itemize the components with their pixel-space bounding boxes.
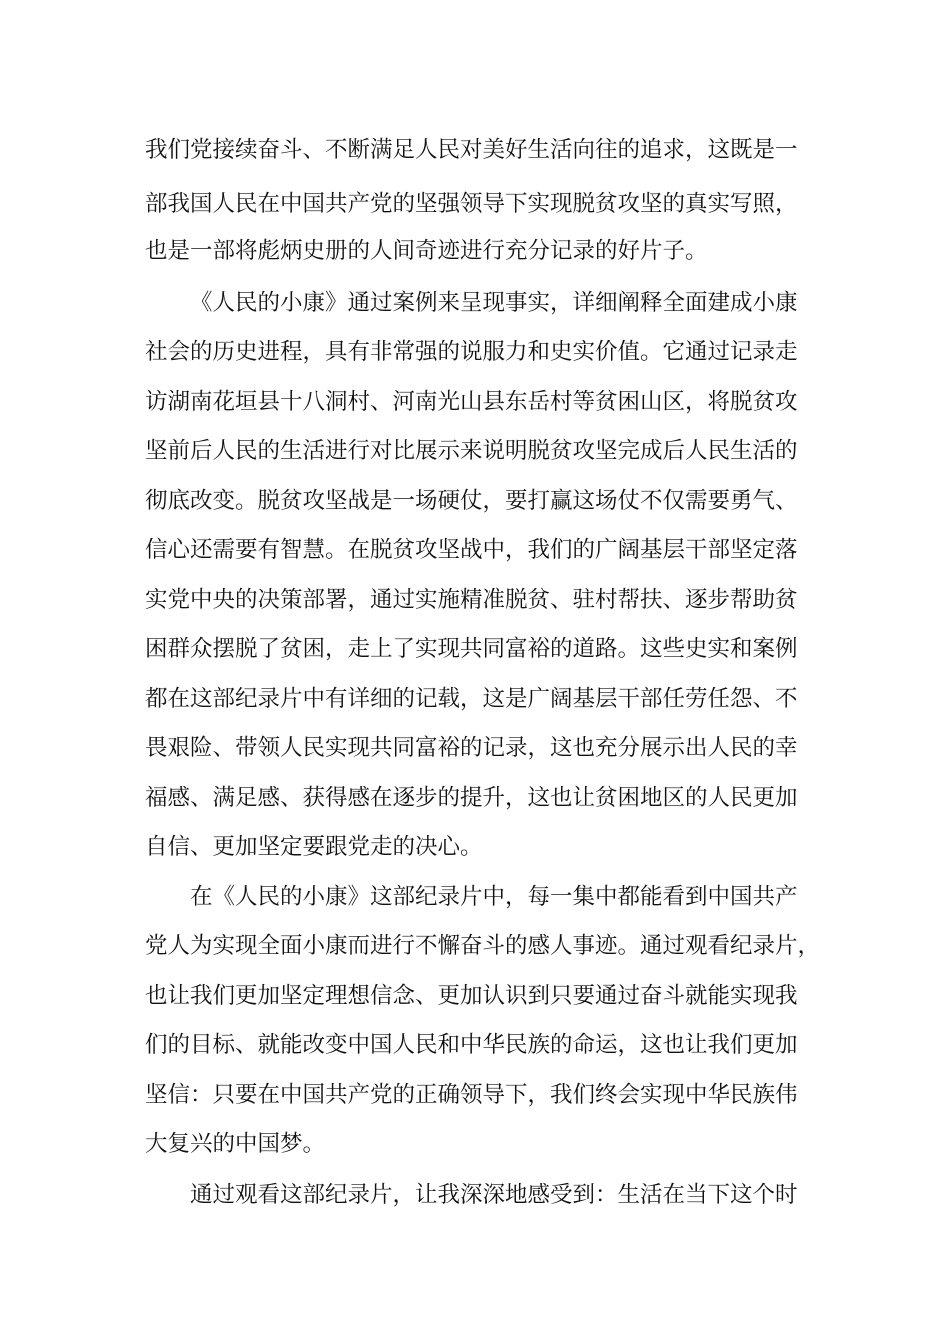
text-line: 访湖南花垣县十八洞村、河南光山县东岳村等贫困山区，将脱贫攻 <box>145 389 798 415</box>
text-line: 福感、满足感、获得感在逐步的提升，这也让贫困地区的人民更加 <box>145 785 798 811</box>
text-line: 们的目标、就能改变中国人民和中华民族的命运，这也让我们更加 <box>145 1032 798 1058</box>
text-line: 彻底改变。脱贫攻坚战是一场硬仗，要打赢这场仗不仅需要勇气、 <box>145 488 798 514</box>
paragraph-first-line: 《人民的小康》通过案例来呈现事实，详细阐释全面建成小康 <box>190 290 798 316</box>
text-line: 大复兴的中国梦。 <box>145 1131 326 1157</box>
text-line: 都在这部纪录片中有详细的记载，这是广阔基层干部任劳任怨、不 <box>145 686 798 712</box>
text-line: 实党中央的决策部署，通过实施精准脱贫、驻村帮扶、逐步帮助贫 <box>145 587 798 613</box>
text-line: 坚前后人民的生活进行对比展示来说明脱贫攻坚完成后人民生活的 <box>145 438 798 464</box>
text-line: 坚信：只要在中国共产党的正确领导下，我们终会实现中华民族伟 <box>145 1082 798 1108</box>
text-line: 党人为实现全面小康而进行不懈奋斗的感人事迹。通过观看纪录片， <box>145 933 821 959</box>
text-line: 信心还需要有智慧。在脱贫攻坚战中，我们的广阔基层干部坚定落 <box>145 537 798 563</box>
text-line: 畏艰险、带领人民实现共同富裕的记录，这也充分展示出人民的幸 <box>145 735 798 761</box>
text-line: 困群众摆脱了贫困，走上了实现共同富裕的道路。这些史实和案例 <box>145 636 798 662</box>
text-line: 我们党接续奋斗、不断满足人民对美好生活向往的追求，这既是一 <box>145 137 798 163</box>
text-line: 自信、更加坚定要跟党走的决心。 <box>145 834 483 860</box>
text-line: 也让我们更加坚定理想信念、更加认识到只要通过奋斗就能实现我 <box>145 983 798 1009</box>
paragraph-first-line: 通过观看这部纪录片，让我深深地感受到：生活在当下这个时 <box>190 1182 798 1208</box>
text-line: 社会的历史进程，具有非常强的说服力和史实价值。它通过记录走 <box>145 339 798 365</box>
paragraph-first-line: 在《人民的小康》这部纪录片中，每一集中都能看到中国共产 <box>190 884 798 910</box>
text-line: 也是一部将彪炳史册的人间奇迹进行充分记录的好片子。 <box>145 238 708 264</box>
text-line: 部我国人民在中国共产党的坚强领导下实现脱贫攻坚的真实写照， <box>145 191 798 217</box>
